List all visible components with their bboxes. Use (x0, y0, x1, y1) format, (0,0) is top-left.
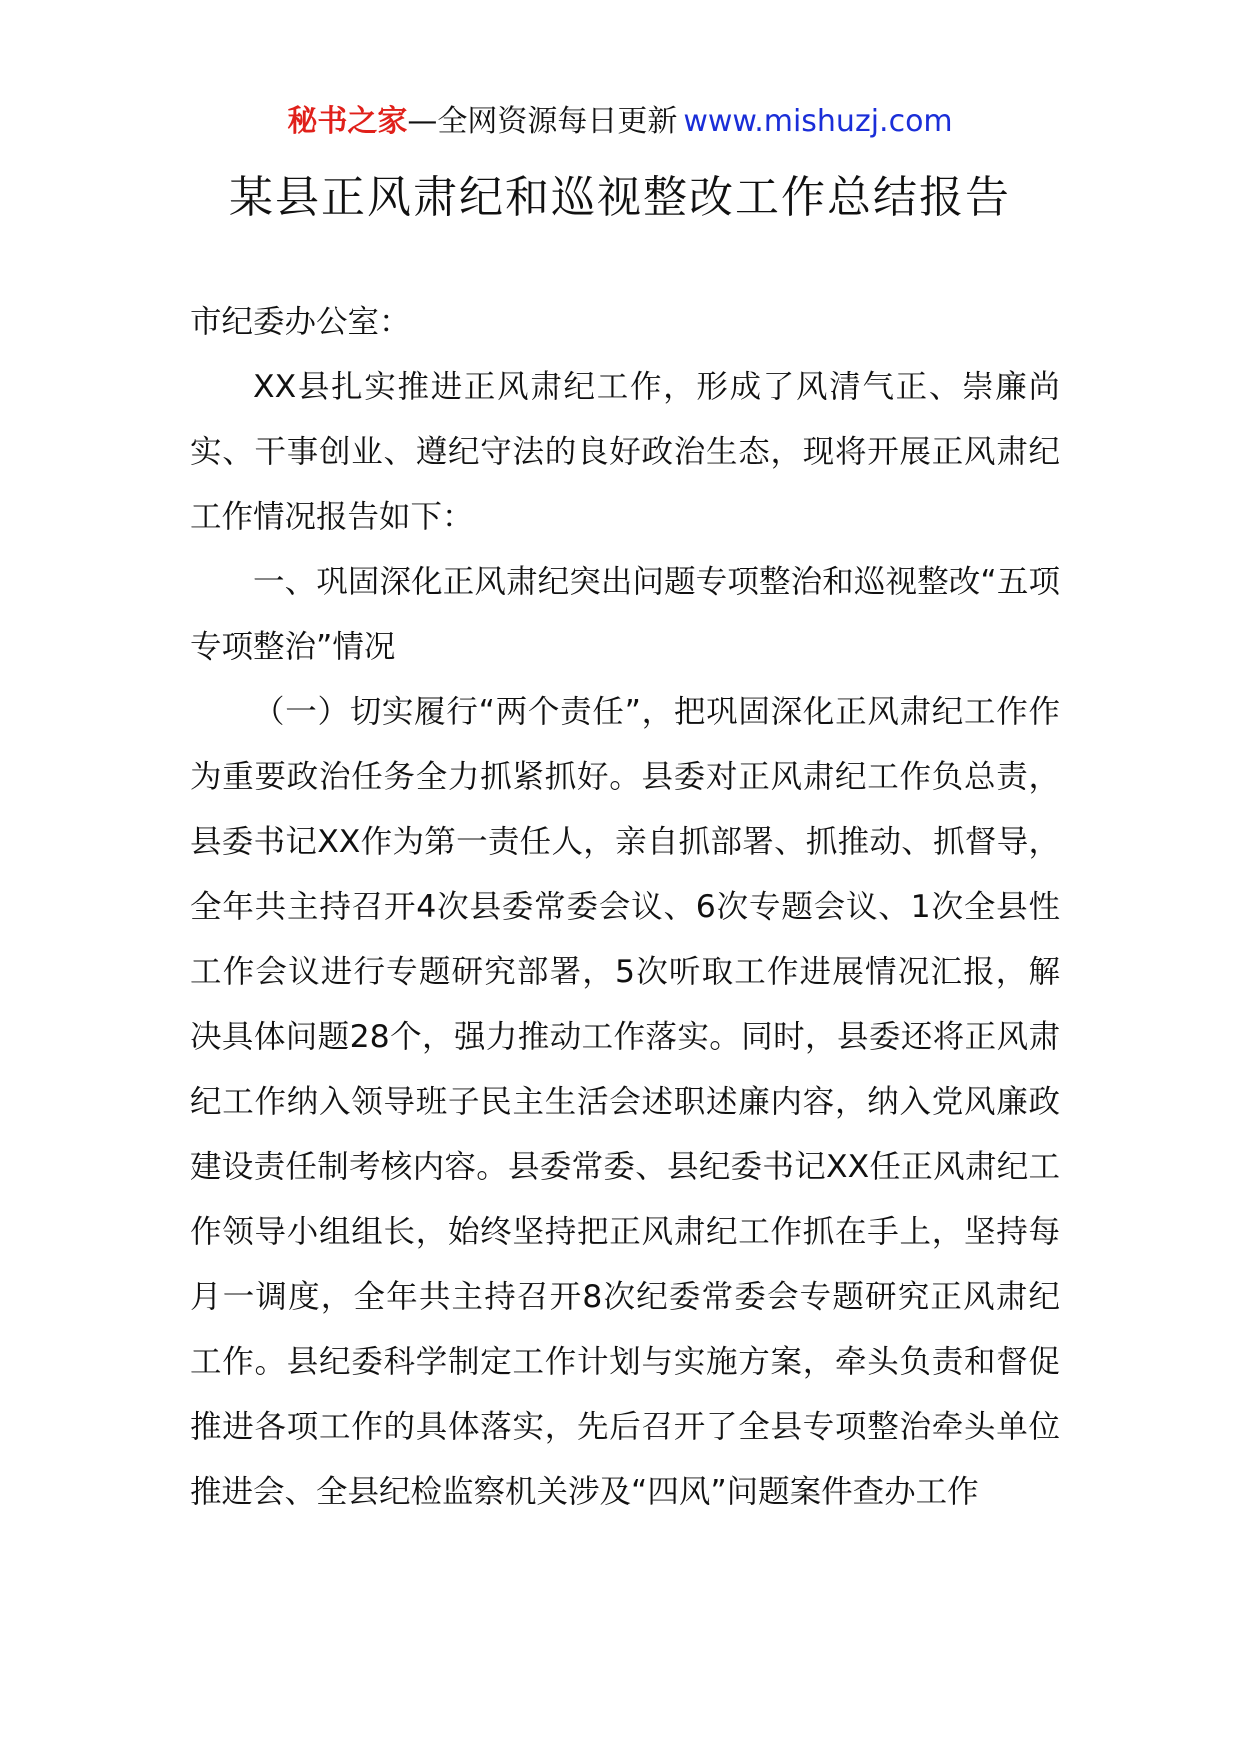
site-brand: 秘书之家 (287, 104, 408, 139)
site-url-link[interactable]: www.mishuzj.com (683, 104, 953, 139)
intro-paragraph: XX县扎实推进正风肃纪工作，形成了风清气正、崇廉尚实、干事创业、遵纪守法的良好政治生态，现将开展正风肃纪工作情况报告如下： (190, 369, 1060, 535)
document-body (190, 290, 1060, 1525)
site-tagline: —全网资源每日更新 (407, 104, 678, 139)
section-heading: 一、巩固深化正风肃纪突出问题专项整治和巡视整改“五项专项整治”情况 (190, 564, 1060, 665)
salutation: 市纪委办公室： (190, 304, 411, 340)
body-paragraph: （一）切实履行“两个责任”，把巩固深化正风肃纪工作作为重要政治任务全力抓紧抓好。县委对正风肃纪工作负总责，县委书记XX作为第一责任人，亲自抓部署、抓推动、抓督导，全年共主持召开4次县委常委会议、6次专题会议、1次全县性工作会议进行专题研究部署，5次听取工作进展情况汇报，解决具体问题28个，强力推动工作落实。同时，县委还将正风肃纪工作纳入领导班子民主生活会述职述廉内容，纳入党风廉政建设责任制考核内容。县委常委、县纪委书记XX任正风肃纪工作领导小组组长，始终坚持把正风肃纪工作抓在手上，坚持每月一调度，全年共主持召开8次纪委常委会专题研究正风肃纪工作。县纪委科学制定工作计划与实施方案，牵头负责和督促推进各项工作的具体落实，先后召开了全县专项整治牵头单位推进会、全县纪检监察机关涉及“四风”问题案件查办工作 (190, 694, 1060, 1510)
site-header (0, 100, 1240, 144)
document-title: 某县正风肃纪和巡视整改工作总结报告 (229, 172, 1011, 223)
